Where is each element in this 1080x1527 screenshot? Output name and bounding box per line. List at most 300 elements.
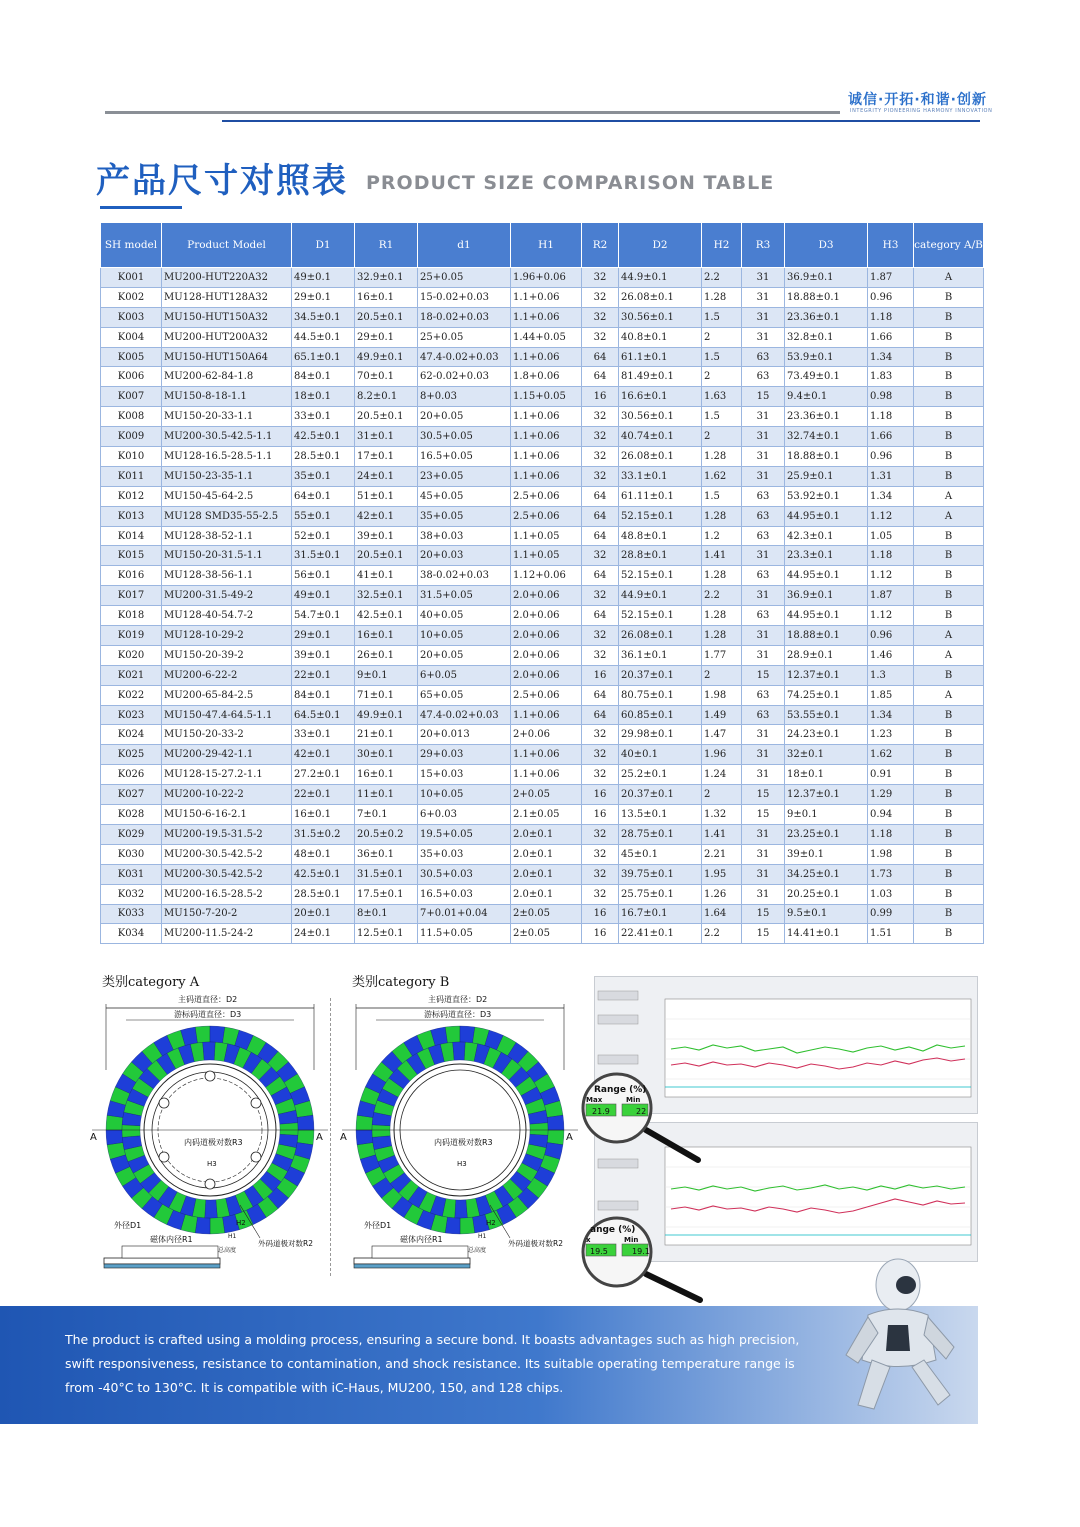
table-cell: MU128-15-27.2-1.1 [162,765,292,785]
table-cell: 1.98 [868,844,914,864]
table-cell: K008 [101,407,162,427]
table-cell: 1.05 [868,526,914,546]
table-cell: 33±0.1 [292,725,355,745]
table-cell: 44.95±0.1 [785,606,868,626]
table-cell: 29+0.03 [418,745,511,765]
table-cell: 20+0.05 [418,407,511,427]
table-cell: 64.5±0.1 [292,705,355,725]
d3-label-a: 游标码道直径：D3 [174,1010,242,1019]
table-cell: 1.12 [868,606,914,626]
ring-segment [195,1217,210,1234]
table-cell: B [914,307,984,327]
header-line-blue [222,120,980,122]
table-cell: K028 [101,805,162,825]
table-row [101,725,984,745]
table-cell: 15 [742,904,785,924]
table-row [101,606,984,626]
table-cell: K033 [101,904,162,924]
section-b-right: A [566,1132,573,1143]
table-cell: 0.94 [868,805,914,825]
table-cell: 1.62 [868,745,914,765]
table-cell: 31 [742,645,785,665]
d1-label-a: 外径D1 [114,1221,142,1230]
table-row [101,387,984,407]
table-cell: 63 [742,705,785,725]
table-cell: 1.96 [702,745,742,765]
banner-line: The product is crafted using a molding process, ensuring a secure bond. It boasts advantages such as high precision, [65,1332,800,1347]
table-cell: MU150-6-16-2.1 [162,805,292,825]
table-cell: 32 [582,884,619,904]
table-cell: 20.5±0.2 [355,824,418,844]
table-cell: 2.0±0.1 [511,884,582,904]
table-cell: 53.55±0.1 [785,705,868,725]
h1-label-b: H1 [478,1233,487,1240]
table-cell: K018 [101,606,162,626]
table-cell: 2.2 [702,268,742,288]
table-row [101,546,984,566]
h3-label-b: H3 [457,1160,467,1168]
size-table-wrap [100,222,983,944]
table-cell: K032 [101,884,162,904]
table-cell: MU150-47.4-64.5-1.1 [162,705,292,725]
table-cell: 64 [582,566,619,586]
table-cell: 26.08±0.1 [619,287,702,307]
table-header-row [101,223,984,268]
table-cell: MU128-HUT128A32 [162,287,292,307]
table-cell: 1.24 [702,765,742,785]
table-cell: 31.5+0.05 [418,586,511,606]
table-cell: 11.5+0.05 [418,924,511,944]
table-cell: 49.9±0.1 [355,347,418,367]
table-cell: 47.4-0.02+0.03 [418,347,511,367]
table-cell: 45±0.1 [619,844,702,864]
table-cell: 21±0.1 [355,725,418,745]
table-cell: 25+0.05 [418,327,511,347]
table-cell: 53.92±0.1 [785,486,868,506]
table-cell: 9±0.1 [785,805,868,825]
table-cell: 2.2 [702,586,742,606]
table-cell: 31 [742,745,785,765]
table-row [101,486,984,506]
table-cell: K003 [101,307,162,327]
table-cell: 42.3±0.1 [785,526,868,546]
table-cell: 1.28 [702,566,742,586]
r3-label-b: 内码道极对数R3 [434,1138,493,1147]
table-cell: 31.5±0.1 [292,546,355,566]
table-cell: 63 [742,526,785,546]
table-cell: 34.25±0.1 [785,864,868,884]
table-cell: 2.5+0.06 [511,486,582,506]
table-cell: 0.96 [868,447,914,467]
table-cell: 31 [742,327,785,347]
table-cell: 41±0.1 [355,566,418,586]
table-cell: 2.0+0.06 [511,665,582,685]
table-cell: 52.15±0.1 [619,566,702,586]
table-cell: K004 [101,327,162,347]
table-cell: 16 [582,924,619,944]
table-cell: 1.85 [868,685,914,705]
table-cell: 54.7±0.1 [292,606,355,626]
size-comparison-table [100,222,984,944]
table-cell: 23.25±0.1 [785,824,868,844]
table-cell: 25+0.05 [418,268,511,288]
ring-segment [205,1200,218,1218]
table-cell: 39.75±0.1 [619,864,702,884]
table-cell: 63 [742,506,785,526]
section-a-right: A [316,1132,323,1143]
table-body [101,268,984,944]
table-cell: K011 [101,466,162,486]
table-cell: 28.75±0.1 [619,824,702,844]
table-row [101,745,984,765]
column-header: Product Model [162,223,292,268]
table-cell: 2+0.06 [511,725,582,745]
table-cell: MU200-11.5-24-2 [162,924,292,944]
table-row [101,586,984,606]
table-cell: 32 [582,586,619,606]
table-cell: 1.29 [868,785,914,805]
table-cell: 44.9±0.1 [619,586,702,606]
table-cell: 64 [582,506,619,526]
table-cell: 23.36±0.1 [785,407,868,427]
table-cell: 20.25±0.1 [785,884,868,904]
table-cell: 16±0.1 [355,765,418,785]
table-cell: 35+0.05 [418,506,511,526]
height-label-b: 总高度 [468,1247,487,1254]
table-cell: 64 [582,347,619,367]
table-cell: B [914,725,984,745]
table-cell: 15 [742,805,785,825]
table-cell: 28.5±0.1 [292,884,355,904]
column-header: R1 [355,223,418,268]
table-row [101,626,984,646]
table-cell: MU200-30.5-42.5-1.1 [162,427,292,447]
table-cell: 1.28 [702,606,742,626]
table-cell: 12.37±0.1 [785,665,868,685]
table-cell: 1.64 [702,904,742,924]
table-row [101,327,984,347]
slogan-en: INTEGRITY PIONEERING HARMONY INNOVATION [850,108,993,114]
table-cell: 20+0.05 [418,645,511,665]
table-cell: 1.18 [868,407,914,427]
table-cell: 32.74±0.1 [785,427,868,447]
table-cell: K006 [101,367,162,387]
table-cell: 1.5 [702,347,742,367]
table-cell: 65+0.05 [418,685,511,705]
table-cell: 8±0.1 [355,904,418,924]
table-cell: 1.44+0.05 [511,327,582,347]
table-cell: 63 [742,367,785,387]
table-cell: A [914,506,984,526]
table-cell: 1.62 [702,466,742,486]
table-cell: MU150-HUT150A32 [162,307,292,327]
table-cell: K026 [101,765,162,785]
table-cell: 29±0.1 [355,327,418,347]
table-cell: 16.5+0.03 [418,884,511,904]
table-cell: 36±0.1 [355,844,418,864]
ring-segment [356,1115,373,1130]
table-cell: 32 [582,824,619,844]
table-cell: 49.9±0.1 [355,705,418,725]
table-cell: 16.7±0.1 [619,904,702,924]
ring-segment [280,1123,298,1136]
table-cell: MU200-HUT200A32 [162,327,292,347]
table-cell: 31 [742,586,785,606]
h3-label-a: H3 [207,1160,217,1168]
table-cell: 31±0.1 [355,427,418,447]
table-cell: 84±0.1 [292,685,355,705]
table-cell: B [914,785,984,805]
table-cell: 40±0.1 [619,745,702,765]
table-cell: 31 [742,287,785,307]
table-cell: 44.9±0.1 [619,268,702,288]
table-cell: K017 [101,586,162,606]
table-cell: MU200-16.5-28.5-2 [162,884,292,904]
table-cell: 16 [582,785,619,805]
table-cell: 36.9±0.1 [785,268,868,288]
table-cell: 32.9±0.1 [355,268,418,288]
r1-label-a: 磁体内径R1 [150,1235,193,1244]
table-cell: 1.87 [868,586,914,606]
table-cell: 31 [742,268,785,288]
ring-segment [445,1026,460,1043]
table-row [101,307,984,327]
table-cell: 2.5+0.06 [511,685,582,705]
table-cell: 26.08±0.1 [619,626,702,646]
table-cell: 56±0.1 [292,566,355,586]
table-cell: B [914,526,984,546]
table-cell: K016 [101,566,162,586]
table-cell: 12.5±0.1 [355,924,418,944]
min-label-bottom: Min [624,1236,639,1244]
table-cell: 1.98 [702,685,742,705]
table-cell: 31 [742,884,785,904]
table-cell: K027 [101,785,162,805]
table-cell: 1.34 [868,347,914,367]
table-cell: 1.46 [868,645,914,665]
table-cell: 2±0.05 [511,924,582,944]
table-cell: 1.34 [868,486,914,506]
table-cell: 25.9±0.1 [785,466,868,486]
table-cell: 31 [742,864,785,884]
table-cell: MU200-HUT220A32 [162,268,292,288]
table-cell: K001 [101,268,162,288]
table-cell: B [914,924,984,944]
table-row [101,347,984,367]
table-cell: 1.34 [868,705,914,725]
table-cell: MU200-30.5-42.5-2 [162,844,292,864]
table-cell: 32 [582,546,619,566]
table-cell: 2 [702,327,742,347]
table-cell: 16 [582,665,619,685]
table-cell: 2.0+0.06 [511,586,582,606]
table-row [101,506,984,526]
table-cell: 36.9±0.1 [785,586,868,606]
table-cell: 55±0.1 [292,506,355,526]
table-cell: 28.9±0.1 [785,645,868,665]
table-cell: MU128-16.5-28.5-1.1 [162,447,292,467]
table-cell: 28.5±0.1 [292,447,355,467]
table-row [101,824,984,844]
table-cell: B [914,805,984,825]
table-cell: 63 [742,486,785,506]
table-cell: B [914,824,984,844]
table-cell: B [914,904,984,924]
table-cell: 52.15±0.1 [619,506,702,526]
table-cell: B [914,407,984,427]
table-cell: K030 [101,844,162,864]
table-cell: MU128 SMD35-55-2.5 [162,506,292,526]
table-row [101,924,984,944]
ring-segment [453,1042,466,1060]
table-cell: 40+0.05 [418,606,511,626]
table-cell: 25.2±0.1 [619,765,702,785]
table-cell: 1.1+0.05 [511,546,582,566]
table-cell: 1.31 [868,466,914,486]
table-cell: 64 [582,685,619,705]
table-cell: 38-0.02+0.03 [418,566,511,586]
table-row [101,367,984,387]
table-cell: B [914,705,984,725]
table-cell: 80.75±0.1 [619,685,702,705]
table-cell: 1.47 [702,725,742,745]
table-cell: 42.5±0.1 [292,427,355,447]
table-cell: 32 [582,307,619,327]
table-cell: K005 [101,347,162,367]
table-cell: MU150-20-39-2 [162,645,292,665]
banner-text [65,1328,825,1400]
page-title-en: PRODUCT SIZE COMPARISON TABLE [366,172,775,194]
table-cell: 1.18 [868,546,914,566]
table-cell: K014 [101,526,162,546]
table-cell: 1.1+0.06 [511,466,582,486]
table-cell: 2.21 [702,844,742,864]
table-cell: 30.56±0.1 [619,307,702,327]
table-row [101,466,984,486]
table-cell: 20.5±0.1 [355,546,418,566]
table-cell: 1.18 [868,824,914,844]
table-cell: K029 [101,824,162,844]
table-cell: 1.12 [868,506,914,526]
table-cell: 1.28 [702,626,742,646]
category-a-diagram [90,990,330,1280]
table-cell: 16 [582,805,619,825]
table-cell: B [914,546,984,566]
table-cell: A [914,268,984,288]
d2-label-b: 主码道直径：D2 [428,995,488,1004]
table-cell: 0.98 [868,387,914,407]
magnifier-top [580,1072,710,1168]
table-cell: 8.2±0.1 [355,387,418,407]
table-cell: 1.32 [702,805,742,825]
table-cell: 1.12 [868,566,914,586]
table-cell: 18.88±0.1 [785,447,868,467]
table-cell: 31 [742,844,785,864]
table-cell: B [914,745,984,765]
banner-line: from -40°C to 130°C. It is compatible with iC-Haus, MU200, 150, and 128 chips. [65,1380,564,1395]
table-cell: 27.2±0.1 [292,765,355,785]
table-cell: 49±0.1 [292,586,355,606]
table-cell: 49±0.1 [292,268,355,288]
table-cell: 1.1+0.06 [511,765,582,785]
max-value-top: 21.9 [592,1107,610,1116]
table-cell: K025 [101,745,162,765]
table-cell: 32 [582,407,619,427]
table-cell: 0.91 [868,765,914,785]
table-cell: 32 [582,745,619,765]
table-cell: 11±0.1 [355,785,418,805]
table-cell: 1.1+0.06 [511,347,582,367]
table-cell: 34.5±0.1 [292,307,355,327]
table-cell: K021 [101,665,162,685]
banner-line: swift responsiveness, resistance to contamination, and shock resistance. Its suitable operating temperature range is [65,1356,795,1371]
table-cell: 31 [742,626,785,646]
table-cell: MU200-6-22-2 [162,665,292,685]
table-cell: 10+0.05 [418,785,511,805]
table-row [101,526,984,546]
table-row [101,407,984,427]
table-cell: 29±0.1 [292,287,355,307]
section-a-left: A [90,1132,97,1143]
table-cell: 1.41 [702,824,742,844]
table-cell: 1.18 [868,307,914,327]
table-cell: 2.1±0.05 [511,805,582,825]
table-cell: 1.1+0.05 [511,526,582,546]
table-cell: 1.1+0.06 [511,307,582,327]
table-cell: 42.5±0.1 [355,606,418,626]
column-header: SH model [101,223,162,268]
table-cell: 42±0.1 [355,506,418,526]
table-cell: 2.0±0.1 [511,864,582,884]
table-cell: 31.5±0.2 [292,824,355,844]
table-cell: 1.28 [702,447,742,467]
table-cell: 32±0.1 [785,745,868,765]
table-cell: 6+0.03 [418,805,511,825]
table-cell: K022 [101,685,162,705]
table-cell: K002 [101,287,162,307]
diagram-separator [330,998,331,1276]
ring-segment [297,1130,314,1145]
table-cell: MU200-62-84-1.8 [162,367,292,387]
table-cell: 2.5+0.06 [511,506,582,526]
table-cell: MU150-45-64-2.5 [162,486,292,506]
column-header: H1 [511,223,582,268]
table-cell: 15 [742,785,785,805]
table-cell: 64 [582,705,619,725]
table-cell: 39±0.1 [785,844,868,864]
slogan-cn: 诚信·开拓·和谐·创新 [848,92,987,108]
table-cell: MU128-10-29-2 [162,626,292,646]
category-b-diagram [340,990,580,1280]
table-cell: 2.0+0.06 [511,626,582,646]
ring-segment [297,1115,314,1130]
table-cell: 63 [742,606,785,626]
h2-label-b: H2 [486,1219,496,1227]
table-cell: 20.37±0.1 [619,665,702,685]
table-cell: 35+0.03 [418,844,511,864]
table-row [101,287,984,307]
table-cell: MU150-20-33-2 [162,725,292,745]
table-cell: 1.8+0.06 [511,367,582,387]
ring-segment [195,1026,210,1043]
table-cell: 13.5±0.1 [619,805,702,825]
table-row [101,785,984,805]
table-cell: 22±0.1 [292,665,355,685]
table-cell: 24±0.1 [292,924,355,944]
max-label-bottom: x [586,1236,591,1244]
table-cell: 32 [582,844,619,864]
table-cell: 23.3±0.1 [785,546,868,566]
